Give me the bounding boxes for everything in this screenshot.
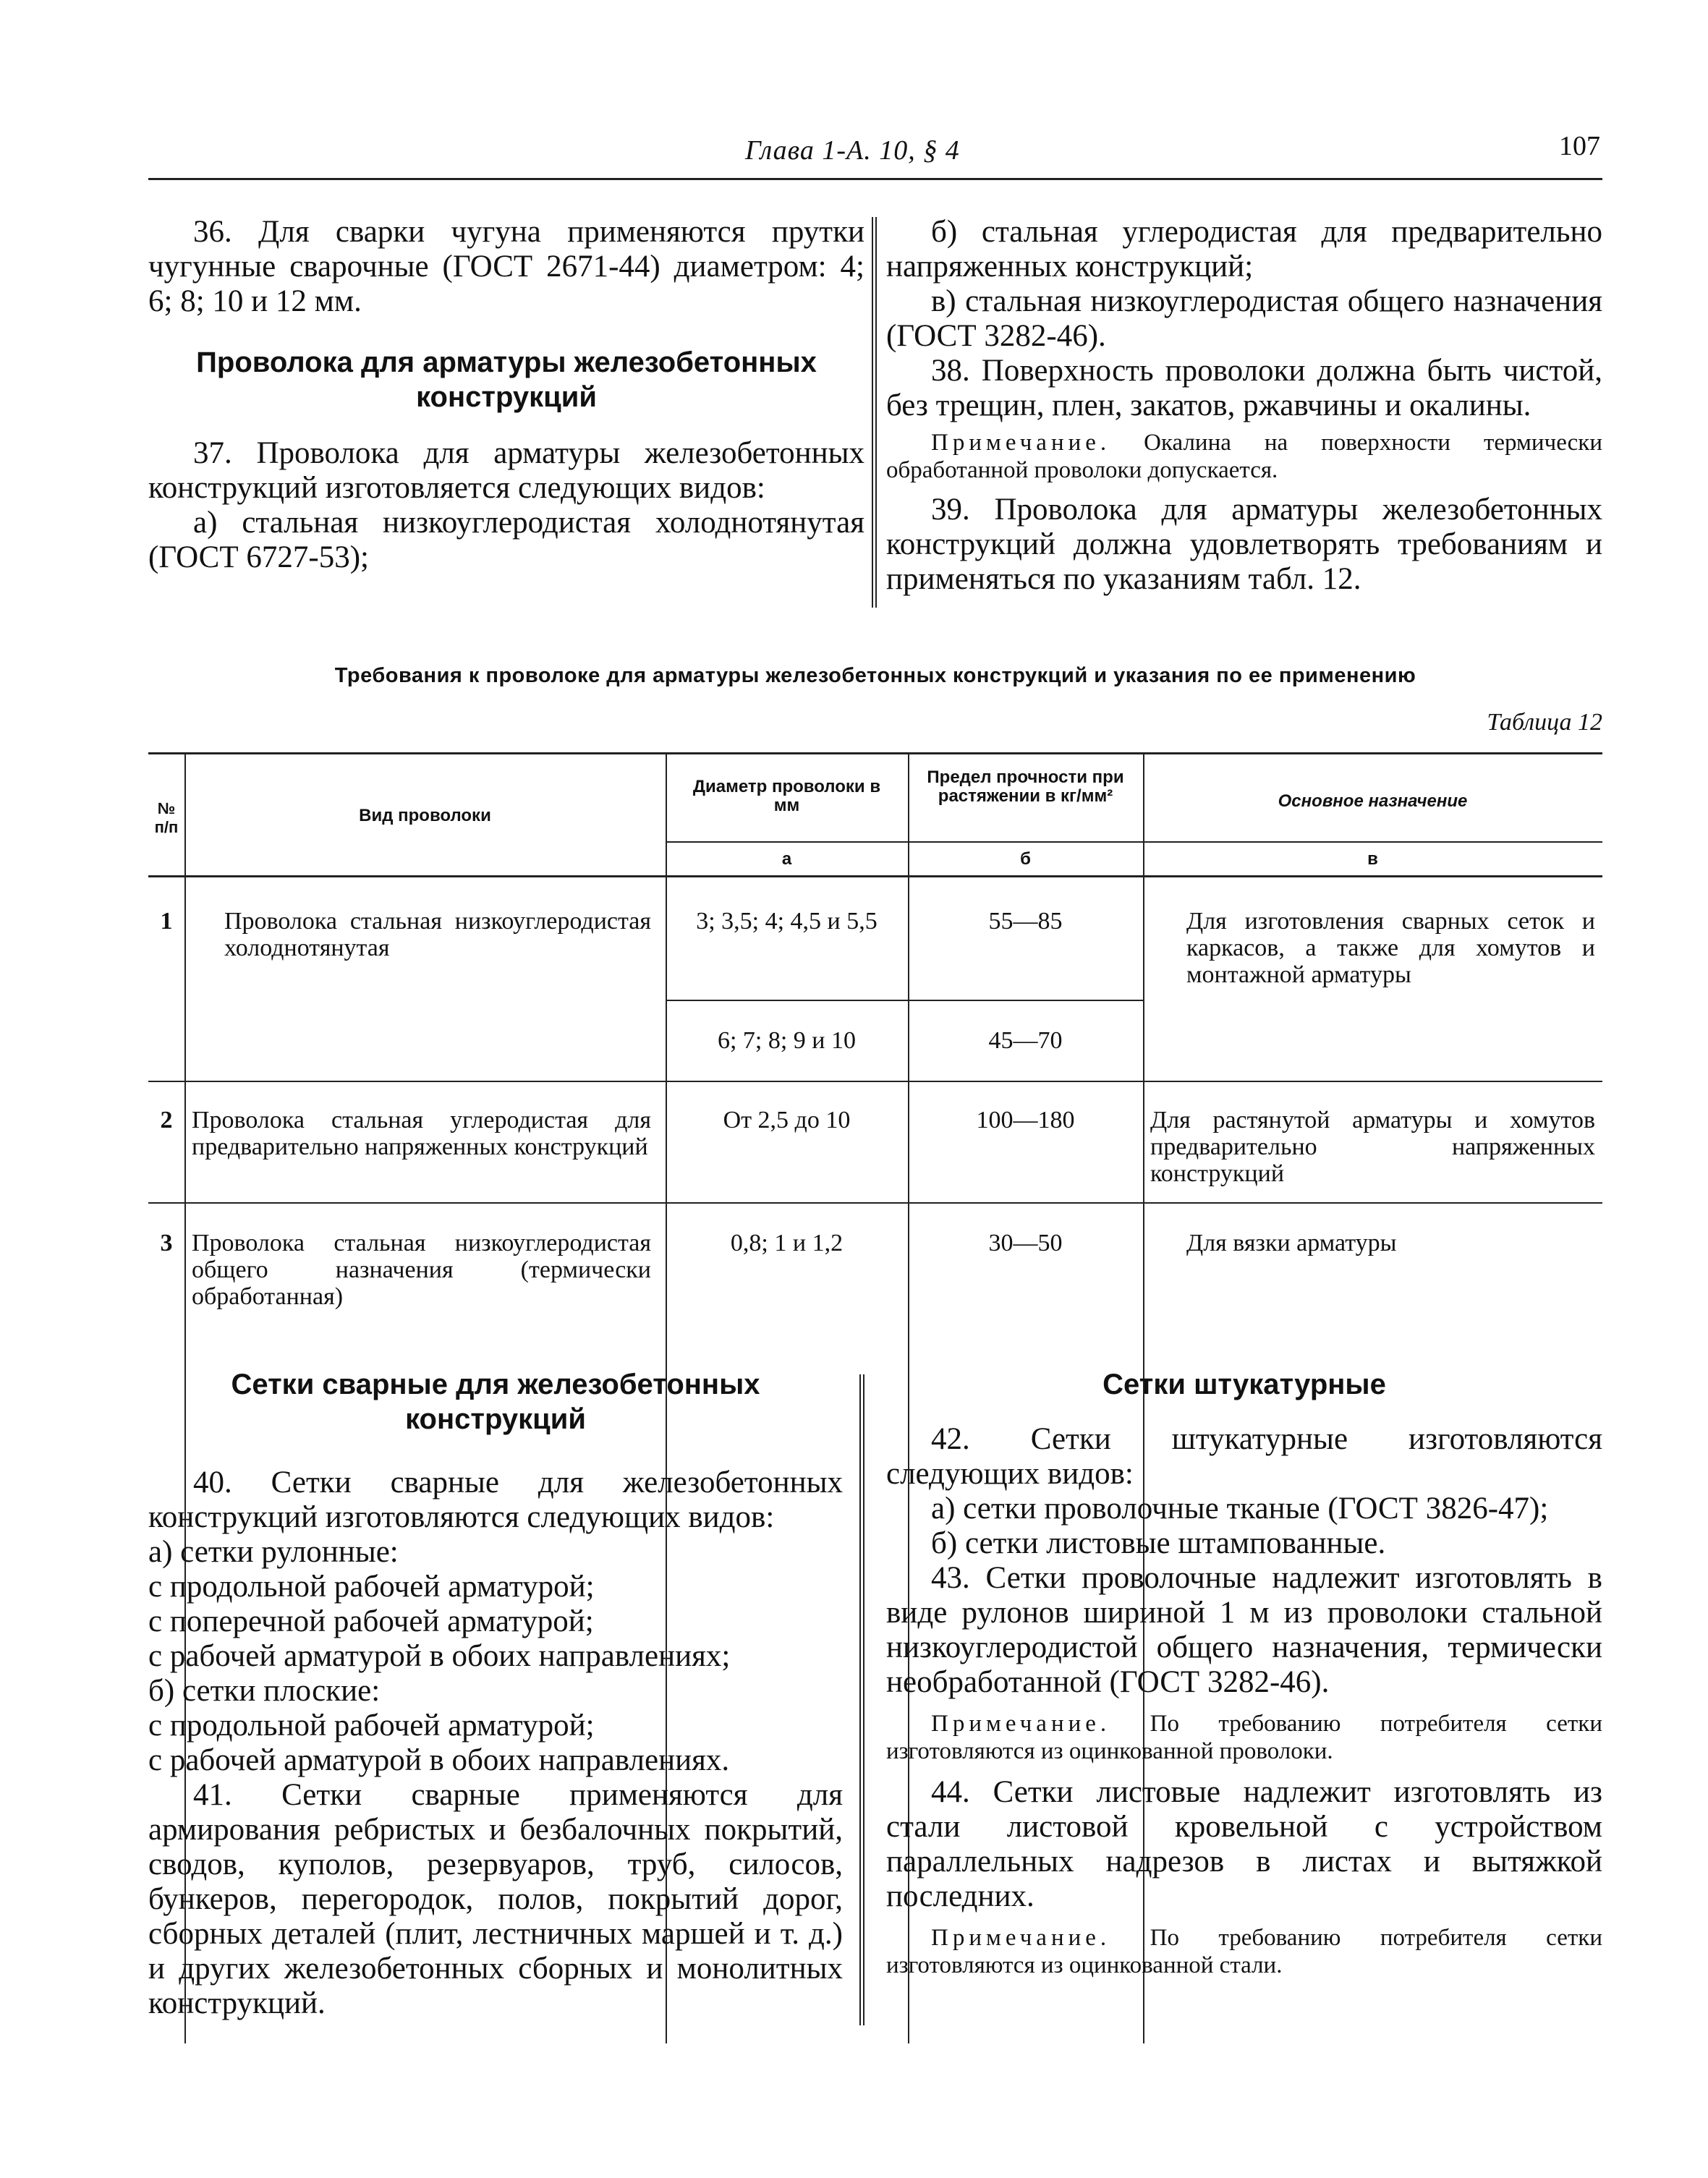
section-heading-welded-mesh: Сетки сварные для железобетонных конструкций: [231, 1369, 760, 1435]
paragraph-37c: в) стальная низкоуглеродистая общего назначения (ГОСТ 3282-46).: [886, 284, 1602, 353]
note-43: [886, 1710, 1602, 1765]
header-rule: [148, 178, 1602, 180]
paragraph-41: 41. Сетки сварные применяются для армирования ребристых и безбалочных покрытий, сводов, куполов, резервуаров, труб, силосов, бункеров, перегородок, полов, покрытий дорог, сборных деталей (плит, лестничных маршей и т. д.) и других железобетонных сборных и монолитных конструкций.: [148, 1778, 843, 2020]
note-label: Примечание.: [931, 430, 1111, 456]
row3-diameter: 0,8; 1 и 1,2: [730, 1230, 844, 1256]
table-top-rule: [148, 752, 1602, 754]
note-text: Окалина на поверхности термически обработанной проволоки допускается.: [886, 430, 1603, 483]
paragraph-37: 37. Проволока для арматуры железобетонных конструкций изготовляется следующих видов:: [148, 436, 864, 505]
header-bottom-rule: [148, 875, 1602, 877]
note-label: Примечание.: [931, 1925, 1111, 1951]
column-divider: [872, 217, 877, 608]
row1-diameter-1: 3; 3,5; 4; 4,5 и 5,5: [696, 908, 878, 935]
bottom-right-column: [886, 1367, 1602, 1979]
th-col-c: в: [1367, 849, 1378, 869]
list-item: с поперечной рабочей арматурой;: [148, 1604, 594, 1638]
list-item: с продольной рабочей арматурой;: [148, 1709, 595, 1743]
row3-num: 3: [160, 1230, 173, 1256]
table-caption: Требования к проволоке для арматуры железобетонных конструкций и указания по ее применению: [334, 664, 1416, 687]
paragraph-42a: а) сетки проволочные тканые (ГОСТ 3826-47);: [931, 1492, 1549, 1526]
row1-split-rule: [666, 1000, 1143, 1001]
row1-bottom-rule: [148, 1081, 1602, 1082]
row3-purpose: Для вязки арматуры: [1186, 1230, 1397, 1256]
header-sub-rule: [666, 841, 1602, 843]
paragraph-36: 36. Для сварки чугуна применяются прутки чугунные сварочные (ГОСТ 2671-44) диаметром: 4; 6; 8; 10 и 12 мм.: [148, 215, 864, 318]
note-label: Примечание.: [931, 1711, 1111, 1737]
note-44: [886, 1924, 1602, 1979]
paragraph-37b: б) стальная углеродистая для предварительно напряженных конструкций;: [886, 215, 1602, 284]
top-left-column: [148, 215, 864, 575]
th-kind: Вид проволоки: [359, 806, 491, 825]
row2-purpose: Для растянутой арматуры и хомутов предварительно напряженных конструкций: [1150, 1107, 1595, 1187]
note-text: По требованию потребителя сетки изготовляются из оцинкованной стали.: [886, 1925, 1602, 1978]
row1-strength-2: 45—70: [988, 1027, 1063, 1054]
list-item: б) сетки плоские:: [148, 1674, 381, 1708]
row3-kind: Проволока стальная низкоуглеродистая общего назначения (термически обработанная): [192, 1230, 651, 1310]
row1-kind: Проволока стальная низкоуглеродистая холоднотянутая: [224, 908, 651, 961]
list-item: с продольной рабочей арматурой;: [148, 1570, 595, 1604]
list-item: с рабочей арматурой в обоих направлениях;: [148, 1639, 731, 1673]
list-item: а) сетки рулонные:: [148, 1535, 399, 1569]
th-num: № п/п: [154, 799, 179, 836]
paragraph-43: 43. Сетки проволочные надлежит изготовлять в виде рулонов шириной 1 м из проволоки стальной низкоуглеродистой общего назначения, термически необработанной (ГОСТ 3282-46).: [886, 1561, 1602, 1699]
bottom-left-column: [148, 1367, 843, 2021]
paragraph-44: 44. Сетки листовые надлежит изготовлять из стали листовой кровельной с устройством параллельных надрезов в листах и вытяжкой последних.: [886, 1775, 1602, 1913]
row2-num: 2: [160, 1107, 173, 1133]
row1-purpose: Для изготовления сварных сеток и каркасов, а также для хомутов и монтажной арматуры: [1186, 908, 1595, 988]
paragraph-38: 38. Поверхность проволоки должна быть чистой, без трещин, плен, закатов, ржавчины и окалины.: [886, 354, 1602, 422]
list-item: с рабочей арматурой в обоих направлениях.: [148, 1743, 730, 1777]
page-number: 107: [1559, 131, 1600, 161]
note-text: По требованию потребителя сетки изготовляются из оцинкованной проволоки.: [886, 1711, 1602, 1764]
row1-diameter-2: 6; 7; 8; 9 и 10: [717, 1027, 857, 1054]
section-heading-plaster-mesh: Сетки штукатурные: [1102, 1369, 1386, 1400]
running-header: Глава 1-А. 10, § 4: [745, 135, 960, 166]
row3-strength: 30—50: [988, 1230, 1063, 1256]
th-col-a: а: [781, 849, 792, 869]
row2-bottom-rule: [148, 1202, 1602, 1204]
th-purpose: Основное назначение: [1278, 791, 1468, 811]
th-strength: Предел прочности при растяжении в кг/мм²: [927, 767, 1124, 806]
table-number: Таблица 12: [1487, 709, 1602, 736]
row1-strength-1: 55—85: [988, 908, 1063, 935]
row1-num: 1: [160, 908, 173, 935]
section-heading-wire: Проволока для арматуры железобетонных конструкций: [196, 346, 817, 413]
note-38: [886, 429, 1602, 484]
paragraph-40: 40. Сетки сварные для железобетонных конструкций изготовляются следующих видов:: [148, 1466, 843, 1534]
top-right-column: [886, 215, 1602, 597]
paragraph-42b: б) сетки листовые штампованные.: [931, 1526, 1386, 1560]
paragraph-39: 39. Проволока для арматуры железобетонных конструкций должна удовлетворять требованиям и применяться по указаниям табл. 12.: [886, 493, 1602, 596]
column-divider: [859, 1374, 864, 2025]
th-diameter: Диаметр проволоки в мм: [692, 777, 881, 815]
th-col-b: б: [1020, 849, 1031, 869]
row2-strength: 100—180: [976, 1107, 1075, 1133]
paragraph-37a: а) стальная низкоуглеродистая холоднотянутая (ГОСТ 6727-53);: [148, 506, 864, 574]
row2-diameter: От 2,5 до 10: [723, 1107, 851, 1133]
row2-kind: Проволока стальная углеродистая для предварительно напряженных конструкций: [192, 1107, 651, 1160]
paragraph-42: 42. Сетки штукатурные изготовляются следующих видов:: [886, 1422, 1602, 1491]
